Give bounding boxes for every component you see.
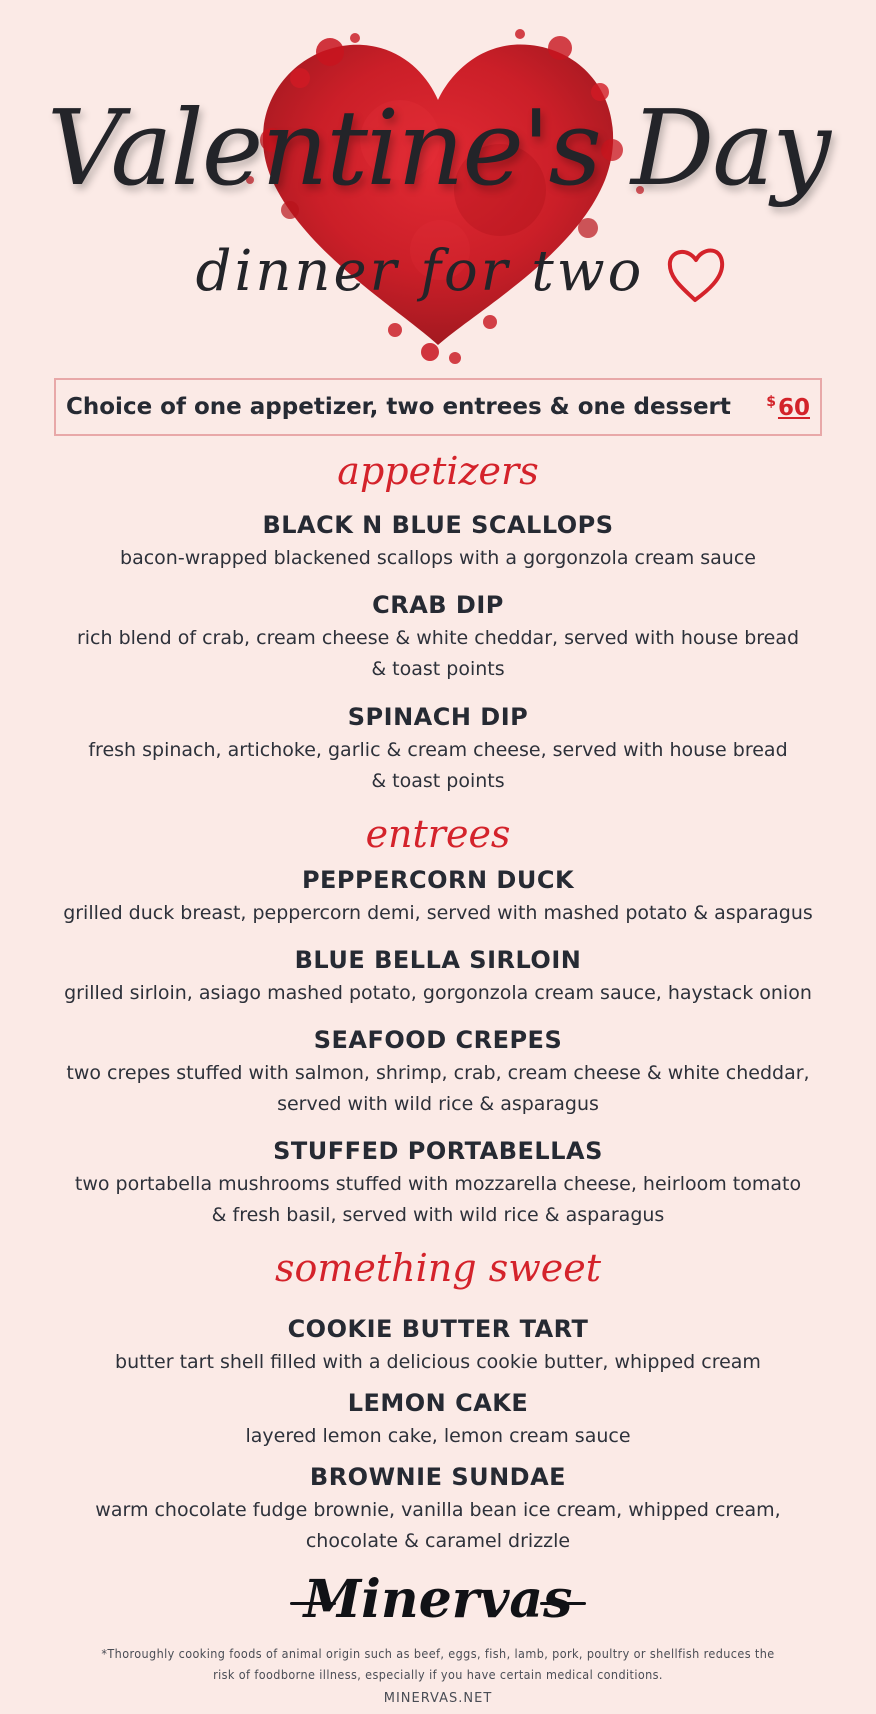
item-name: SPINACH DIP	[347, 703, 529, 731]
section-heading-appetizers: appetizers	[337, 449, 539, 493]
restaurant-logo: Minervas	[303, 1569, 573, 1630]
menu-header	[0, 0, 876, 370]
menu-subtitle: dinner for two	[195, 239, 645, 304]
website-link[interactable]: MINERVAS.NET	[383, 1691, 493, 1706]
menu-item	[30, 701, 846, 797]
item-description	[30, 978, 846, 1009]
offer-price	[766, 394, 810, 421]
item-name: BLUE BELLA SIRLOIN	[294, 946, 582, 974]
item-name: BROWNIE SUNDAE	[309, 1463, 567, 1491]
price-value: 60	[777, 394, 810, 421]
offer-box	[54, 378, 822, 436]
item-description	[30, 898, 846, 929]
item-description	[30, 623, 846, 685]
description-line: & fresh basil, served with wild rice & asparagus	[211, 1204, 665, 1226]
description-line: two portabella mushrooms stuffed with mozzarella cheese, heirloom tomato	[74, 1173, 802, 1195]
description-line: grilled sirloin, asiago mashed potato, gorgonzola cream sauce, haystack onion	[64, 982, 812, 1004]
menu-item	[30, 864, 846, 929]
section-heading-entrees: entrees	[365, 812, 511, 856]
menu-item	[30, 1313, 846, 1378]
item-name: COOKIE BUTTER TART	[287, 1315, 589, 1343]
description-line: two crepes stuffed with salmon, shrimp, crab, cream cheese & white cheddar,	[66, 1062, 810, 1084]
menu-item	[30, 509, 846, 574]
item-description	[30, 1495, 846, 1557]
menu-title: Valentine's Day	[46, 87, 830, 209]
menu-item	[30, 1135, 846, 1231]
item-name: PEPPERCORN DUCK	[301, 866, 575, 894]
menu-item	[30, 1461, 846, 1557]
description-line: fresh spinach, artichoke, garlic & cream cheese, served with house bread	[88, 739, 788, 761]
item-name: LEMON CAKE	[347, 1389, 529, 1417]
section-heading-desserts: something sweet	[275, 1246, 601, 1290]
description-line: served with wild rice & asparagus	[277, 1093, 599, 1115]
item-name: STUFFED PORTABELLAS	[273, 1137, 603, 1165]
item-description	[30, 1169, 846, 1231]
item-description	[30, 735, 846, 797]
disclaimer-line: *Thoroughly cooking foods of animal origin such as beef, eggs, fish, lamb, pork, poultry or shellfish reduces the	[101, 1646, 775, 1661]
menu-item	[30, 944, 846, 1009]
menu-item	[30, 1024, 846, 1120]
description-line: rich blend of crab, cream cheese & white cheddar, served with house bread	[76, 627, 800, 649]
item-description	[30, 1421, 846, 1452]
description-line: chocolate & caramel drizzle	[305, 1530, 571, 1552]
item-name: BLACK N BLUE SCALLOPS	[262, 511, 614, 539]
item-description	[30, 543, 846, 574]
item-name: SEAFOOD CREPES	[313, 1026, 563, 1054]
description-line: layered lemon cake, lemon cream sauce	[245, 1425, 631, 1447]
price-currency: $	[766, 393, 776, 410]
item-description	[30, 1347, 846, 1378]
menu-item	[30, 589, 846, 685]
item-description	[30, 1058, 846, 1120]
food-safety-disclaimer	[40, 1643, 836, 1685]
description-line: bacon-wrapped blackened scallops with a gorgonzola cream sauce	[120, 547, 756, 569]
description-line: grilled duck breast, peppercorn demi, served with mashed potato & asparagus	[63, 902, 813, 924]
description-line: butter tart shell filled with a delicious cookie butter, whipped cream	[115, 1351, 761, 1373]
menu-item	[30, 1387, 846, 1452]
description-line: warm chocolate fudge brownie, vanilla bean ice cream, whipped cream,	[95, 1499, 781, 1521]
description-line: & toast points	[371, 658, 505, 680]
offer-description: Choice of one appetizer, two entrees & one dessert	[66, 394, 731, 420]
item-name: CRAB DIP	[372, 591, 504, 619]
description-line: & toast points	[371, 770, 505, 792]
disclaimer-line: risk of foodborne illness, especially if you have certain medical conditions.	[213, 1667, 663, 1682]
